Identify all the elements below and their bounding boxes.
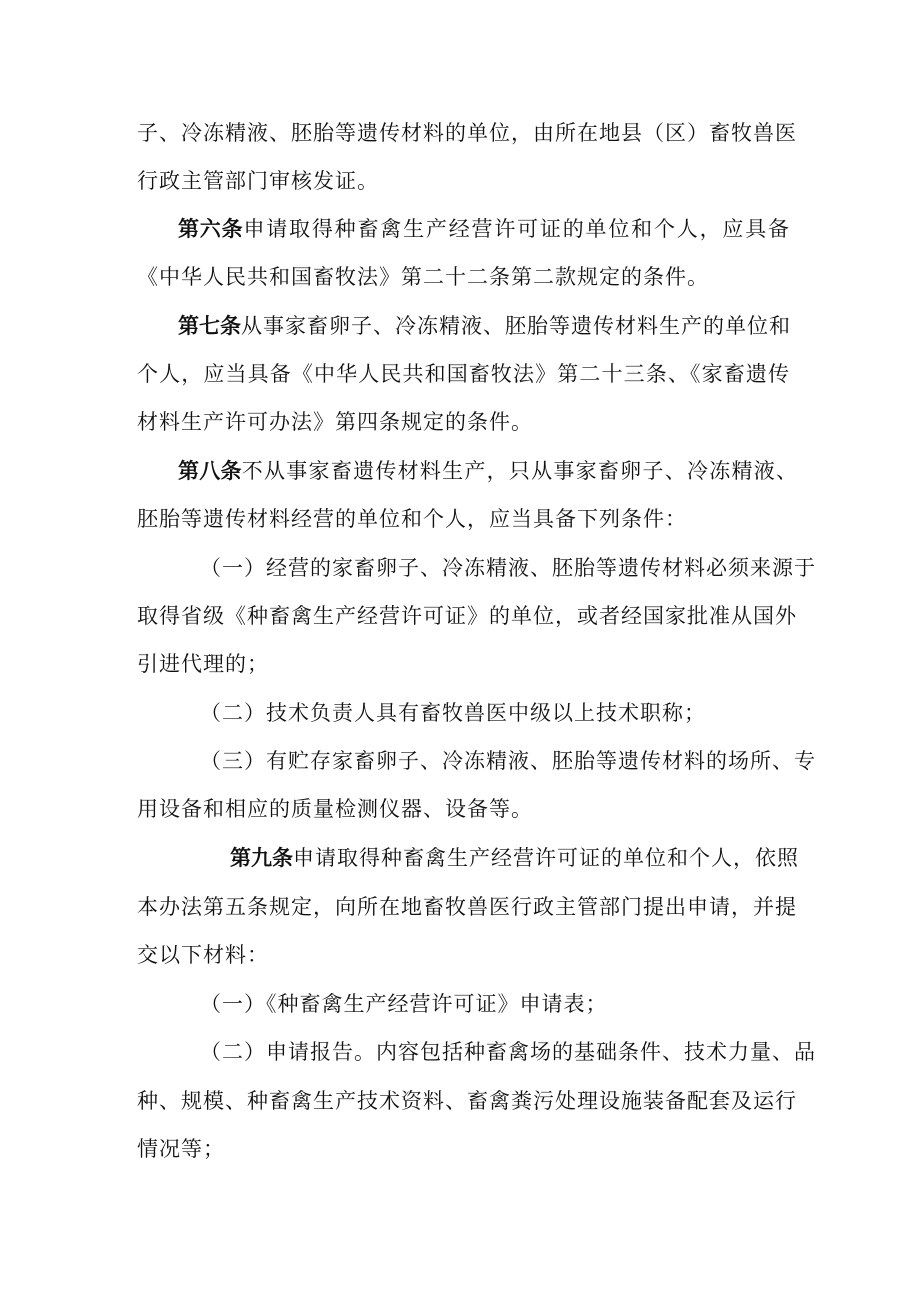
article-8-line — [178, 456, 798, 486]
text-line: 材料生产许可办法》第四条规定的条件。 — [137, 410, 533, 434]
article-8-text: 不从事家畜遗传材料生产，只从事家畜卵子、冷冻精液、 — [241, 459, 799, 483]
text-line: 胚胎等遗传材料经营的单位和个人，应当具备下列条件： — [137, 507, 687, 531]
article-7-heading: 第七条 — [178, 314, 241, 338]
article-7-line — [178, 311, 790, 341]
text-line: （二）技术负责人具有畜牧兽医中级以上技术职称； — [200, 701, 706, 725]
article-6-text: 申请取得种畜禽生产经营许可证的单位和个人，应具备 — [243, 217, 791, 241]
text-line: 种、规模、种畜禽生产技术资料、畜禽粪污处理设施装备配套及运行 — [137, 1089, 797, 1113]
text-line: 本办法第五条规定，向所在地畜牧兽医行政主管部门提出申请，并提 — [137, 895, 797, 919]
text-line: 行政主管部门审核发证。 — [137, 169, 379, 193]
text-line: 取得省级《种畜禽生产经营许可证》的单位，或者经国家批准从国外 — [137, 604, 797, 628]
text-line: 个人，应当具备《中华人民共和国畜牧法》第二十三条、《家畜遗传 — [137, 362, 790, 386]
text-line: 《中华人民共和国畜牧法》第二十二条第二款规定的条件。 — [137, 265, 709, 289]
text-line: 子、冷冻精液、胚胎等遗传材料的单位，由所在地县（区）畜牧兽医 — [137, 121, 797, 145]
article-9-line — [230, 843, 799, 873]
article-9-text: 申请取得种畜禽生产经营许可证的单位和个人，依照 — [293, 846, 799, 870]
article-6-line — [178, 214, 790, 244]
article-9-heading: 第九条 — [230, 846, 293, 870]
text-line: 引进代理的； — [137, 652, 269, 676]
text-line: （一）经营的家畜卵子、冷冻精液、胚胎等遗传材料必须来源于 — [200, 556, 816, 580]
text-line: 交以下材料： — [137, 943, 269, 967]
text-line: （三）有贮存家畜卵子、冷冻精液、胚胎等遗传材料的场所、专 — [200, 749, 816, 773]
text-line: 情况等； — [137, 1137, 225, 1161]
text-line: （一）《种畜禽生产经营许可证》申请表； — [200, 992, 608, 1016]
text-line: 用设备和相应的质量检测仪器、设备等。 — [137, 797, 533, 821]
text-line: （二）申请报告。内容包括种畜禽场的基础条件、技术力量、品 — [200, 1040, 816, 1064]
article-8-heading: 第八条 — [178, 459, 242, 483]
article-7-text: 从事家畜卵子、冷冻精液、胚胎等遗传材料生产的单位和 — [241, 314, 791, 338]
article-6-heading: 第六条 — [178, 217, 244, 241]
